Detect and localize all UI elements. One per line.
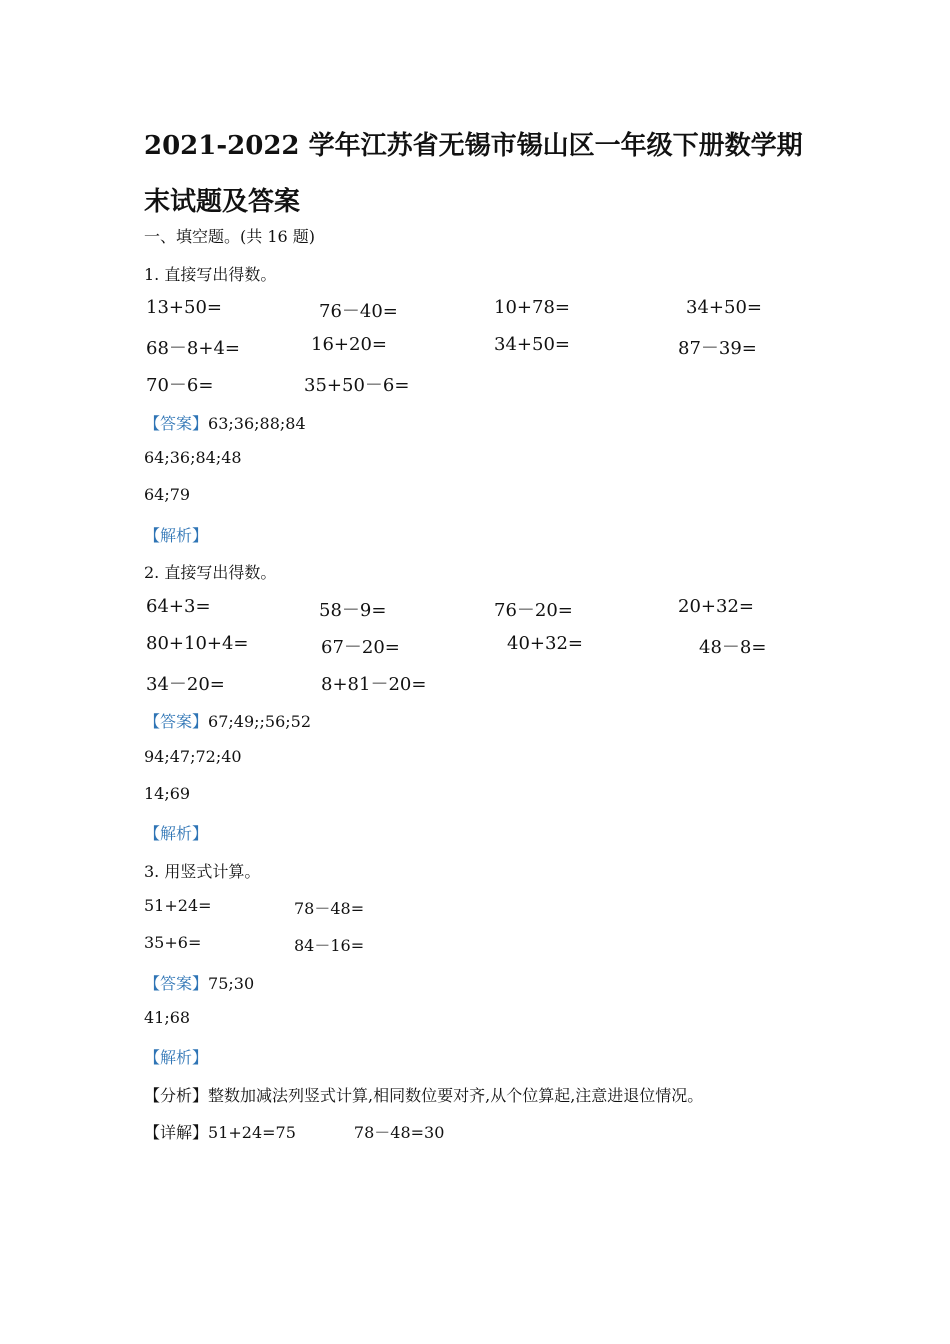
fenxi-text: 整数加减法列竖式计算,相同数位要对齐,从个位算起,注意进退位情况。 <box>208 1086 704 1105</box>
question-3-prompt: 3. 用竖式计算。 <box>144 862 261 881</box>
question-2-answer <box>144 709 311 732</box>
answer-text: 63;36;88;84 <box>208 414 306 433</box>
problem: 64+3= <box>146 596 211 617</box>
question-2-prompt: 2. 直接写出得数。 <box>144 563 277 582</box>
problem: 10+78= <box>494 297 570 318</box>
problem: 84－16= <box>294 936 365 955</box>
problem: 67－20= <box>321 637 400 658</box>
question-1-answer <box>144 411 306 434</box>
question-3-answer-line-2: 41;68 <box>144 1008 191 1027</box>
problem: 13+50= <box>146 297 222 318</box>
question-3-analysis-tag: 【解析】 <box>144 1048 209 1067</box>
problem: 20+32= <box>678 596 754 617</box>
problem: 51+24= <box>144 896 212 915</box>
detail-item: 78－48=30 <box>353 1123 445 1142</box>
problem: 34+50= <box>686 297 762 318</box>
question-1-row-2 <box>0 334 950 362</box>
fenxi-tag: 【分析】 <box>144 1086 209 1105</box>
problem: 8+81－20= <box>321 674 427 695</box>
question-2-row-2 <box>0 633 950 661</box>
answer-text: 67;49;;56;52 <box>208 712 312 731</box>
problem: 76－40= <box>319 301 398 322</box>
problem: 87－39= <box>678 338 757 359</box>
problem: 34－20= <box>146 674 225 695</box>
question-1-analysis-tag: 【解析】 <box>144 526 209 545</box>
problem: 35+50－6= <box>304 375 410 396</box>
question-3-row-1 <box>0 896 950 924</box>
detail-item: 51+24=75 <box>208 1123 296 1142</box>
question-3-detail <box>144 1120 444 1143</box>
problem: 16+20= <box>311 334 387 355</box>
problem: 48－8= <box>699 637 767 658</box>
question-2-row-1 <box>0 596 950 624</box>
problem: 34+50= <box>494 334 570 355</box>
problem: 78－48= <box>294 899 365 918</box>
question-2-row-3 <box>0 670 950 698</box>
question-1-row-1 <box>0 297 950 325</box>
question-2-answer-line-2: 94;47;72;40 <box>144 747 242 766</box>
question-2-analysis-tag: 【解析】 <box>144 824 209 843</box>
question-1-row-3 <box>0 371 950 399</box>
problem: 68－8+4= <box>146 338 240 359</box>
question-1-prompt: 1. 直接写出得数。 <box>144 265 277 284</box>
problem: 40+32= <box>507 633 583 654</box>
problem: 76－20= <box>494 600 573 621</box>
answer-tag: 【答案】 <box>144 414 209 433</box>
detail-tag: 【详解】 <box>144 1123 209 1142</box>
problem: 80+10+4= <box>146 633 249 654</box>
question-1-answer-line-2: 64;36;84;48 <box>144 448 242 467</box>
section-heading: 一、填空题。(共 16 题) <box>144 227 316 246</box>
answer-tag: 【答案】 <box>144 974 209 993</box>
question-3-answer <box>144 971 254 994</box>
answer-text: 75;30 <box>208 974 255 993</box>
question-3-fenxi <box>144 1083 703 1106</box>
question-3-row-2 <box>0 933 950 961</box>
problem: 35+6= <box>144 933 202 952</box>
question-1-answer-line-3: 64;79 <box>144 485 191 504</box>
answer-tag: 【答案】 <box>144 712 209 731</box>
question-2-answer-line-3: 14;69 <box>144 784 191 803</box>
problem: 58－9= <box>319 600 387 621</box>
problem: 70－6= <box>146 375 214 396</box>
document-title: 2021-2022 学年江苏省无锡市锡山区一年级下册数学期末试题及答案 <box>144 131 803 217</box>
